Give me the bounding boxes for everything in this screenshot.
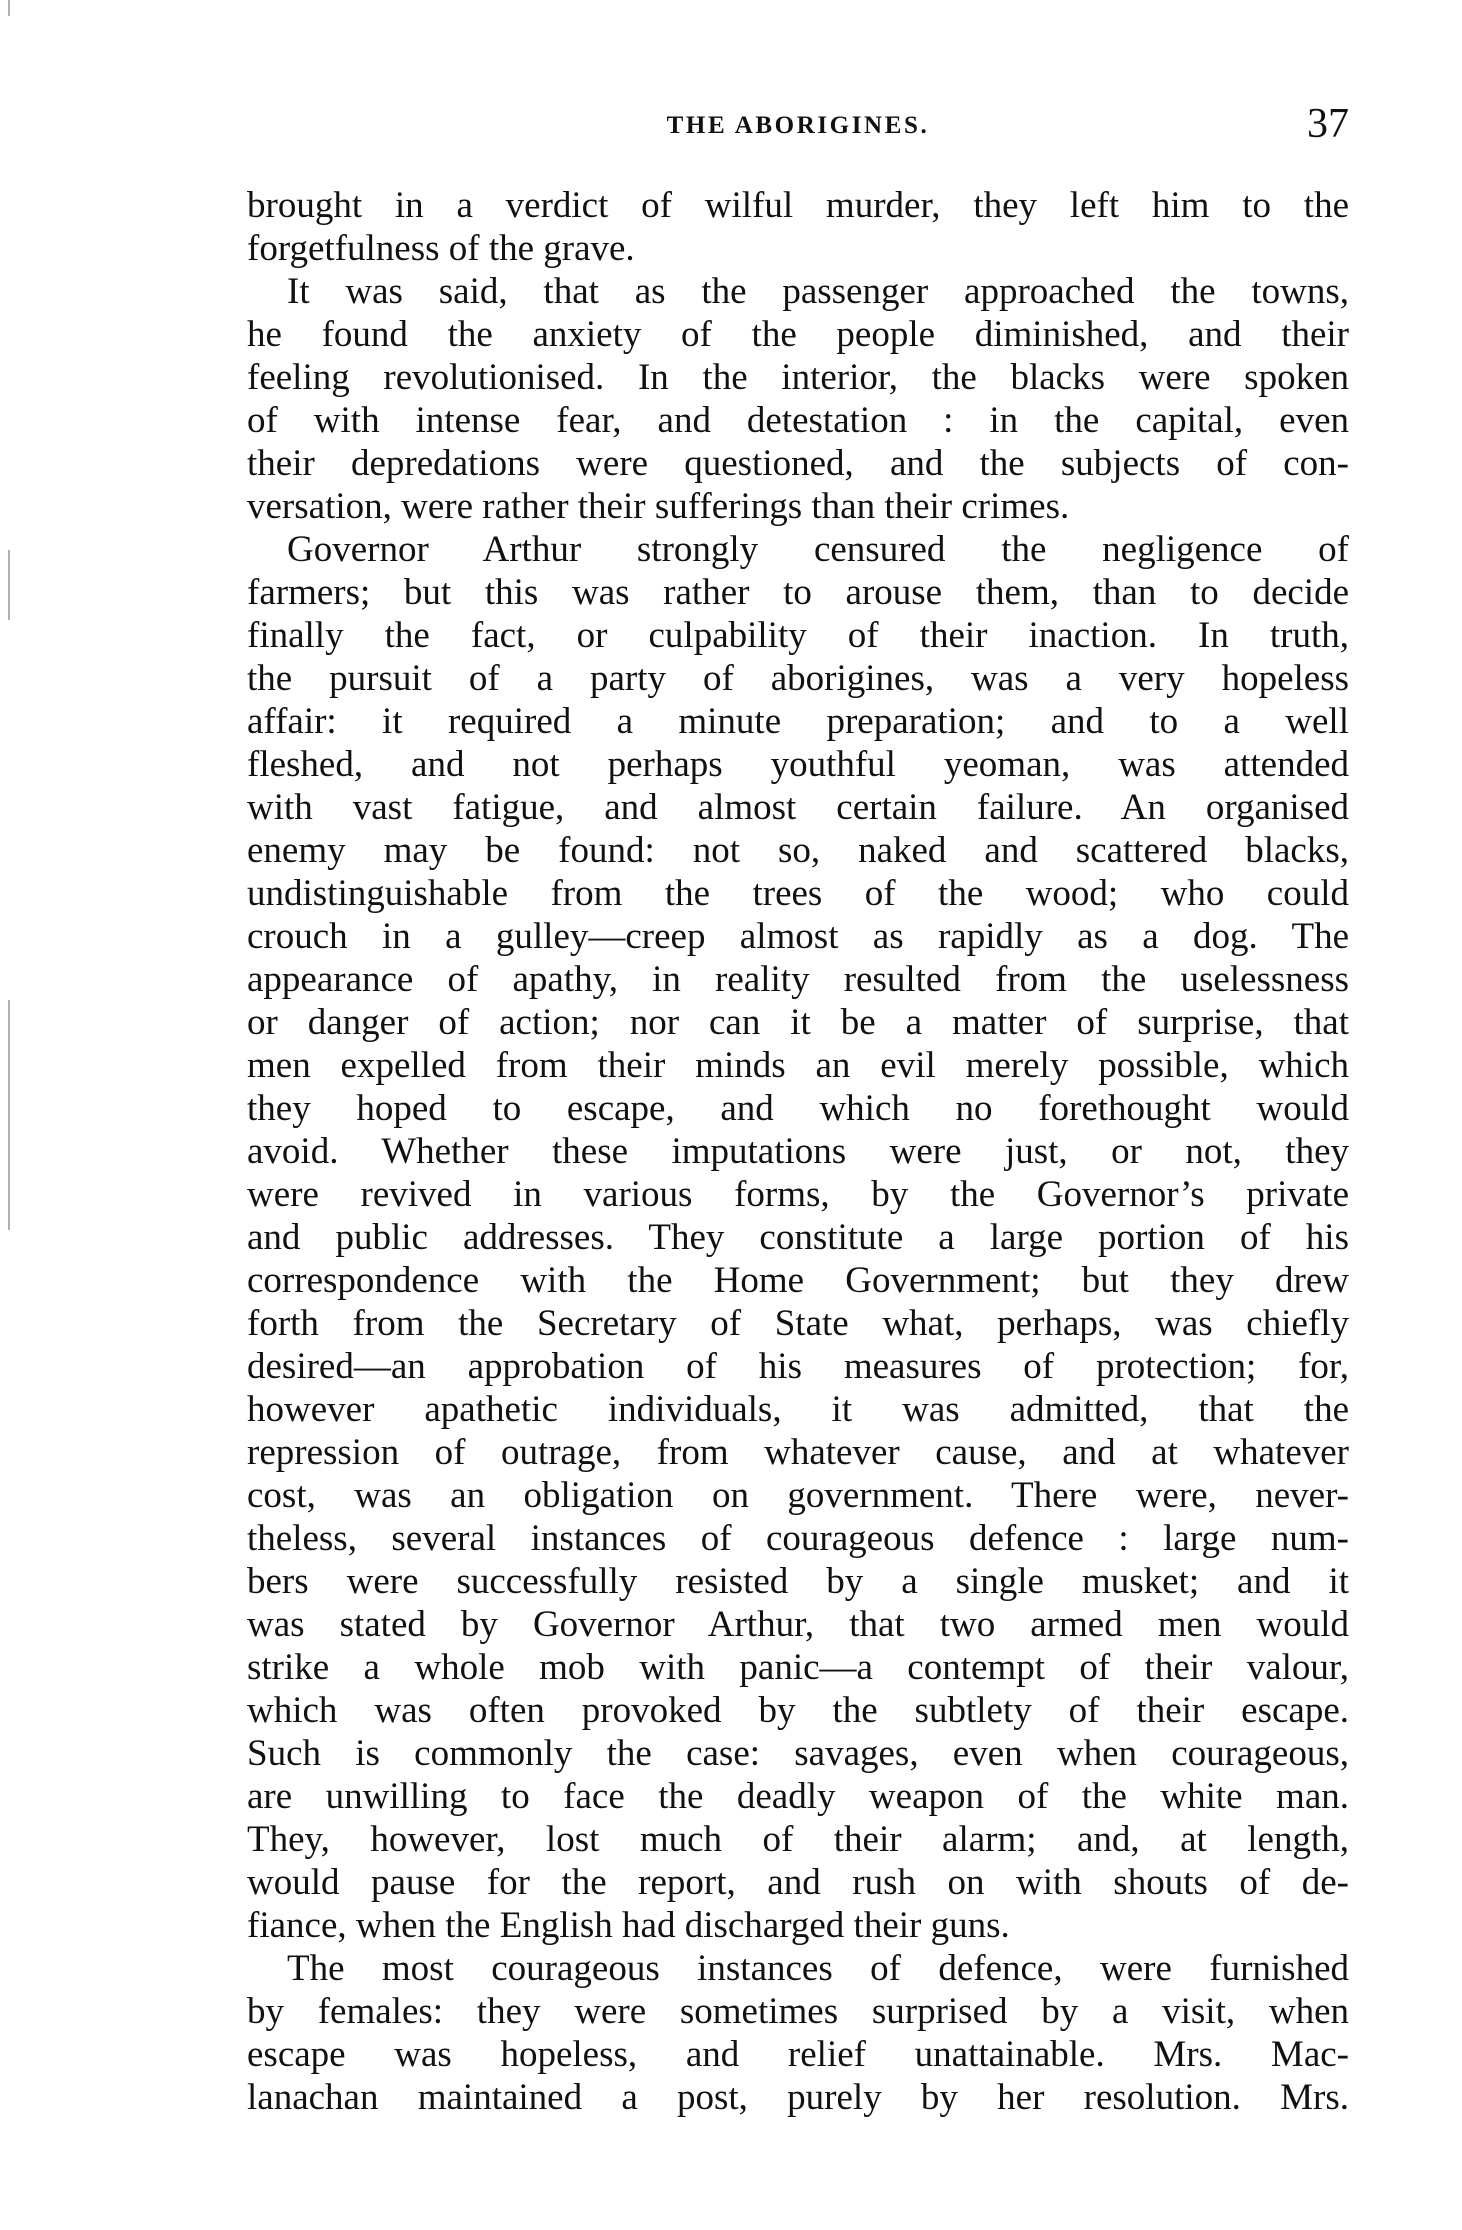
text-line: appearance of apathy, in reality resulted from the uselessness <box>247 959 1349 1000</box>
margin-mark-top <box>8 0 10 16</box>
text-line: lanachan maintained a post, purely by her resolution. Mrs. <box>247 2077 1349 2118</box>
text-line: escape was hopeless, and relief unattainable. Mrs. Mac- <box>247 2034 1349 2075</box>
text-line: crouch in a gulley—creep almost as rapidly as a dog. The <box>247 916 1349 957</box>
text-line: men expelled from their minds an evil merely possible, which <box>247 1045 1349 1086</box>
text-line: enemy may be found: not so, naked and scattered blacks, <box>247 830 1349 871</box>
page-header <box>247 100 1349 160</box>
page-number: 37 <box>1307 101 1349 147</box>
text-line: he found the anxiety of the people diminished, and their <box>247 314 1349 355</box>
text-line: The most courageous instances of defence, were furnished <box>287 1948 1349 1989</box>
text-line: They, however, lost much of their alarm; and, at length, <box>247 1819 1349 1860</box>
text-line: which was often provoked by the subtlety of their escape. <box>247 1690 1349 1731</box>
text-line: brought in a verdict of wilful murder, they left him to the <box>247 185 1349 226</box>
text-line: would pause for the report, and rush on with shouts of de- <box>247 1862 1349 1903</box>
text-line: finally the fact, or culpability of their inaction. In truth, <box>247 615 1349 656</box>
text-line: theless, several instances of courageous defence : large num- <box>247 1518 1349 1559</box>
text-line: desired—an approbation of his measures of protection; for, <box>247 1346 1349 1387</box>
text-line: with vast fatigue, and almost certain failure. An organised <box>247 787 1349 828</box>
text-line: cost, was an obligation on government. There were, never- <box>247 1475 1349 1516</box>
text-line: fleshed, and not perhaps youthful yeoman, was attended <box>247 744 1349 785</box>
text-line: fiance, when the English had discharged their guns. <box>247 1905 1010 1946</box>
text-line: however apathetic individuals, it was admitted, that the <box>247 1389 1349 1430</box>
body-text <box>247 184 1349 2119</box>
text-line: Such is commonly the case: savages, even when courageous, <box>247 1733 1349 1774</box>
text-line: repression of outrage, from whatever cause, and at whatever <box>247 1432 1349 1473</box>
text-line: versation, were rather their sufferings than their crimes. <box>247 486 1070 527</box>
text-line: Governor Arthur strongly censured the negligence of <box>287 529 1349 570</box>
text-line: feeling revolutionised. In the interior, the blacks were spoken <box>247 357 1349 398</box>
text-line: undistinguishable from the trees of the wood; who could <box>247 873 1349 914</box>
text-line: their depredations were questioned, and the subjects of con- <box>247 443 1349 484</box>
margin-mark-lower <box>8 1000 10 1230</box>
text-line: and public addresses. They constitute a large portion of his <box>247 1217 1349 1258</box>
text-line: by females: they were sometimes surprised by a visit, when <box>247 1991 1349 2032</box>
text-line: strike a whole mob with panic—a contempt of their valour, <box>247 1647 1349 1688</box>
text-line: affair: it required a minute preparation; and to a well <box>247 701 1349 742</box>
text-line: bers were successfully resisted by a single musket; and it <box>247 1561 1349 1602</box>
text-line: of with intense fear, and detestation : in the capital, even <box>247 400 1349 441</box>
text-line: are unwilling to face the deadly weapon of the white man. <box>247 1776 1349 1817</box>
text-line: they hoped to escape, and which no forethought would <box>247 1088 1349 1129</box>
text-line: forth from the Secretary of State what, perhaps, was chiefly <box>247 1303 1349 1344</box>
text-line: It was said, that as the passenger approached the towns, <box>287 271 1349 312</box>
text-line: correspondence with the Home Government; but they drew <box>247 1260 1349 1301</box>
running-title: THE ABORIGINES. <box>666 112 930 139</box>
text-line: farmers; but this was rather to arouse them, than to decide <box>247 572 1349 613</box>
margin-mark-middle <box>8 550 10 620</box>
text-line: or danger of action; nor can it be a matter of surprise, that <box>247 1002 1349 1043</box>
text-line: the pursuit of a party of aborigines, was a very hopeless <box>247 658 1349 699</box>
text-line: avoid. Whether these imputations were just, or not, they <box>247 1131 1349 1172</box>
text-line: forgetfulness of the grave. <box>247 228 635 269</box>
text-line: were revived in various forms, by the Governor’s private <box>247 1174 1349 1215</box>
text-line: was stated by Governor Arthur, that two armed men would <box>247 1604 1349 1645</box>
